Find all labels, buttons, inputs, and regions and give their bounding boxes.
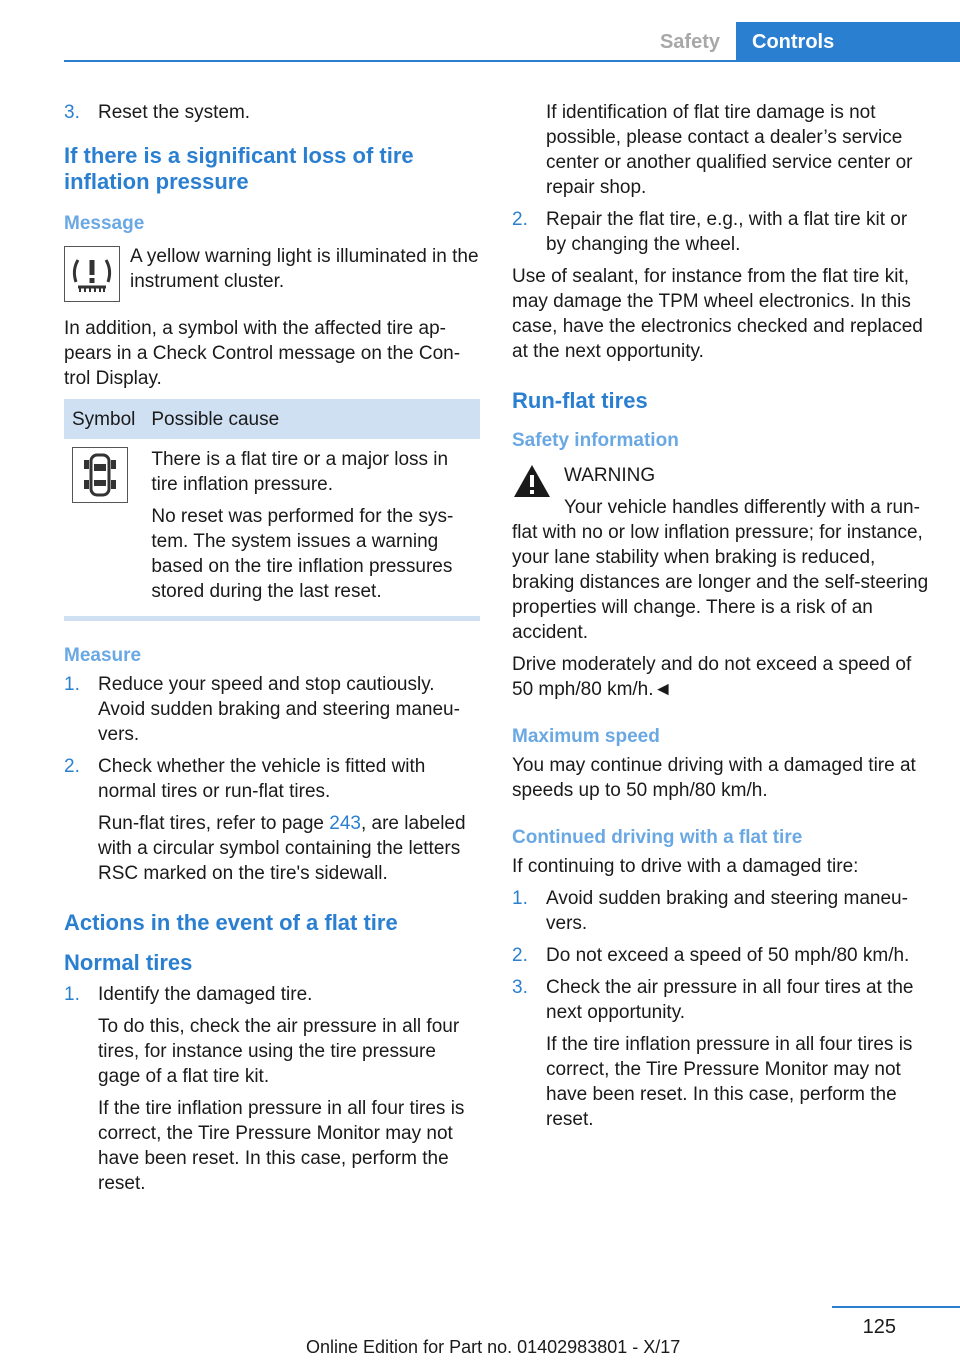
list-item (512, 943, 930, 968)
item-text: Avoid sudden braking and steering maneuvers. (546, 888, 908, 934)
cause-no-reset: No reset was performed for the system. The system issues a warning based on the tire inflation pressures stored during the last reset. (151, 506, 454, 602)
car-tire-symbol-icon (72, 447, 128, 503)
cause-cell (143, 439, 480, 616)
drive-text: Drive moderately and do not exceed a speed of 50 mph/80 km/h.◄ (512, 654, 912, 700)
heading-significant-loss: If there is a significant loss of tire inflation pressure (64, 143, 414, 194)
item-subtext: If the tire inflation pressure in all four tires is correct, the Tire Pressure Monitor may not have been reset. In this case, perform the reset. (546, 1034, 913, 1130)
item-number: 1. (64, 674, 80, 695)
left-column (64, 100, 480, 1203)
message-row (64, 244, 480, 302)
list-item (64, 672, 480, 747)
item-number: 1. (512, 888, 528, 909)
warning-triangle-icon (512, 463, 552, 499)
heading-safety-info: Safety information (512, 430, 679, 451)
item-text: Repair the flat tire, e.g., with a flat tire kit or by changing the wheel. (546, 209, 908, 255)
table-header-symbol: Symbol (64, 399, 143, 439)
list-item (64, 982, 480, 1196)
message-text: A yellow warning light is illuminated in the instrument cluster. (130, 246, 479, 292)
heading-normal-tires: Normal tires (64, 950, 193, 975)
max-speed-text: You may continue driving with a damaged tire at speeds up to 50 mph/80 km/h. (512, 755, 916, 801)
item-text: Reset the system. (98, 102, 251, 123)
warning-row (512, 461, 930, 499)
addition-text: In addition, a symbol with the affected tire appears in a Check Control message on the Control Display. (64, 318, 461, 389)
list-item (512, 975, 930, 1132)
item-number: 3. (64, 102, 80, 123)
continued-text: If continuing to drive with a damaged tire: (512, 856, 859, 877)
table-header-cause: Possible cause (143, 399, 480, 439)
edition-text: Online Edition for Part no. 01402983801 - X/17 (306, 1337, 681, 1357)
list-item (64, 754, 480, 886)
heading-run-flat: Run-flat tires (512, 388, 648, 413)
list-item (512, 207, 930, 257)
item-text: If identification of flat tire damage is not possible, please contact a dealer’s service center or another qualified service center or repair shop. (546, 102, 913, 198)
list-item (64, 100, 480, 125)
item-number: 1. (64, 984, 80, 1005)
table-row (64, 439, 480, 616)
subtext-part: Run-flat tires, refer to page (98, 813, 330, 834)
heading-actions: Actions in the event of a flat tire (64, 910, 398, 935)
item-number: 2. (512, 945, 528, 966)
heading-continued-driving: Continued driving with a flat tire (512, 827, 803, 848)
list-item-continued (512, 100, 930, 200)
tire-pressure-warning-icon (64, 246, 120, 302)
warning-title: WARNING (564, 465, 656, 486)
symbol-cell (64, 439, 143, 616)
list-item (512, 886, 930, 936)
warning-text: Your vehicle handles differently with a run-flat with no or low inflation pressure; for instance, your lane stability when braking is reduced, braking distances are longer and the self-steering properties will change. There is a risk of an accident. (512, 497, 929, 643)
item-subtext (98, 811, 480, 886)
item-number: 3. (512, 977, 528, 998)
item-subtext: To do this, check the air pressure in all four tires, for instance using the tire pressure gage of a flat tire kit. (98, 1016, 460, 1087)
heading-measure: Measure (64, 645, 142, 666)
subtext-part: , are labeled with a circular symbol containing the letters RSC marked on the tire's sidewall. (98, 813, 466, 884)
tab-safety[interactable]: Safety (659, 31, 720, 53)
item-text: Identify the damaged tire. (98, 984, 313, 1005)
page-link-243[interactable]: 243 (329, 813, 361, 834)
item-number: 2. (512, 209, 528, 230)
sealant-text: Use of sealant, for instance from the flat tire kit, may damage the TPM wheel electronics. In this case, have the electronics checked and replaced at the next opportunity. (512, 266, 923, 362)
heading-message: Message (64, 213, 145, 234)
table-bottom-rule (64, 616, 480, 621)
item-subtext: If the tire inflation pressure in all four tires is correct, the Tire Pressure Monitor may not have been reset. In this case, perform the reset. (98, 1098, 465, 1194)
item-text: Check whether the vehicle is fitted with normal tires or run-flat tires. (98, 756, 426, 802)
tab-controls[interactable]: Controls (736, 22, 960, 62)
item-number: 2. (64, 756, 80, 777)
item-text: Do not exceed a speed of 50 mph/80 km/h. (546, 945, 910, 966)
right-column (512, 100, 930, 1139)
page-header (64, 22, 960, 62)
item-text: Check the air pressure in all four tires at the next opportunity. (546, 977, 914, 1023)
heading-max-speed: Maximum speed (512, 726, 660, 747)
footer-rule (832, 1306, 960, 1308)
item-text: Reduce your speed and stop cautiously. Avoid sudden braking and steering maneuvers. (98, 674, 460, 745)
page-number: 125 (862, 1316, 896, 1338)
cause-flat: There is a flat tire or a major loss in tire inflation pressure. (151, 449, 449, 495)
symbol-cause-table (64, 399, 480, 616)
